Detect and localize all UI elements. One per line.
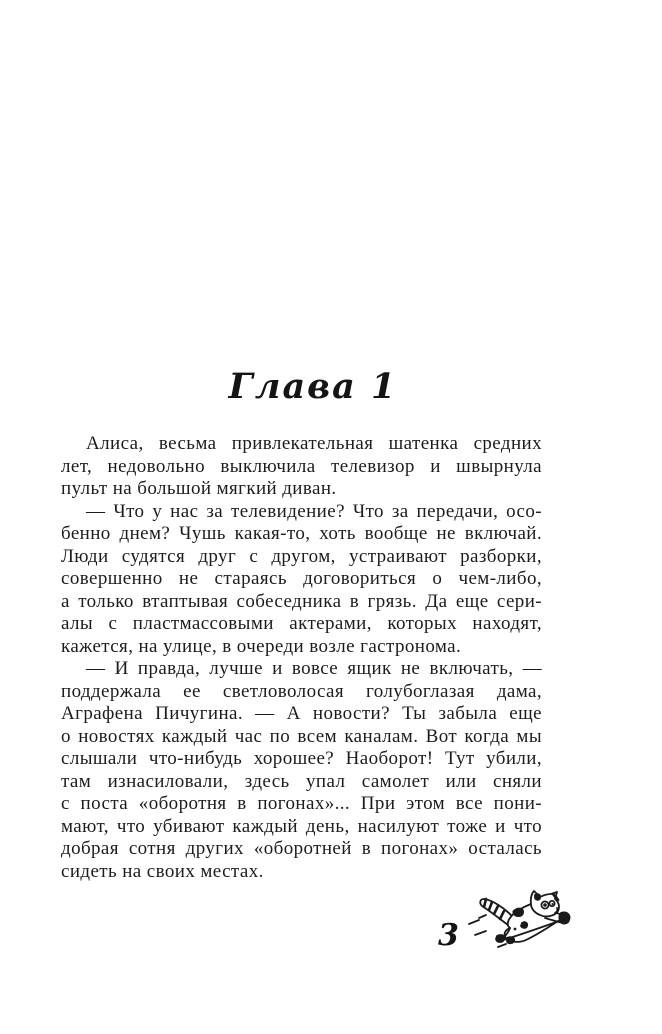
- text-line: совершенно не стараясь договориться о чем-либо,: [61, 568, 542, 589]
- text-line: Аграфена Пичугина. — А новости? Ты забыла еще: [61, 703, 542, 724]
- text-line: там изнасиловали, здесь упал самолет или сняли: [61, 770, 542, 792]
- chapter-title: Глава 1: [228, 366, 398, 407]
- text-line: о новостях каждый час по всем каналам. Вот когда мы: [61, 725, 542, 747]
- text-line: мают, что убивают каждый день, насилуют тоже и что: [61, 815, 542, 837]
- text-line: сидеть на своих местах.: [61, 860, 264, 882]
- text-line: — Что у нас за телевидение? Что за передачи, осо-: [86, 500, 542, 522]
- text-line: добрая сотня других «оборотней в погонах» осталась: [61, 838, 542, 859]
- text-line: а только втаптывая собеседника в грязь. Да еще сери-: [61, 590, 542, 612]
- text-line: слышали что-нибудь хорошее? Наоборот! Тут убили,: [61, 748, 542, 769]
- text-line: — И правда, лучше и вовсе ящик не включать, —: [86, 658, 542, 679]
- body-text: [61, 433, 542, 883]
- running-cat-icon: [465, 888, 575, 956]
- text-line: Алиса, весьма привлекательная шатенка средних: [86, 433, 542, 454]
- text-line: бенно днем? Чушь какая-то, хоть вообще не включай.: [61, 523, 542, 544]
- text-line: с поста «оборотня в погонах»... При этом все пони-: [61, 793, 542, 814]
- text-line: лет, недовольно выключила телевизор и швырнула: [61, 455, 542, 477]
- text-line: кажется, на улице, в очереди возле гастронома.: [61, 635, 462, 657]
- text-line: Люди судятся друг с другом, устраивают разборки,: [61, 545, 542, 567]
- text-line: поддержала ее светловолосая голубоглазая дама,: [61, 680, 542, 702]
- text-line: пульт на большой мягкий диван.: [61, 478, 337, 499]
- text-line: алы с пластмассовыми актерами, которых находят,: [61, 613, 542, 634]
- page-number: 3: [438, 918, 459, 953]
